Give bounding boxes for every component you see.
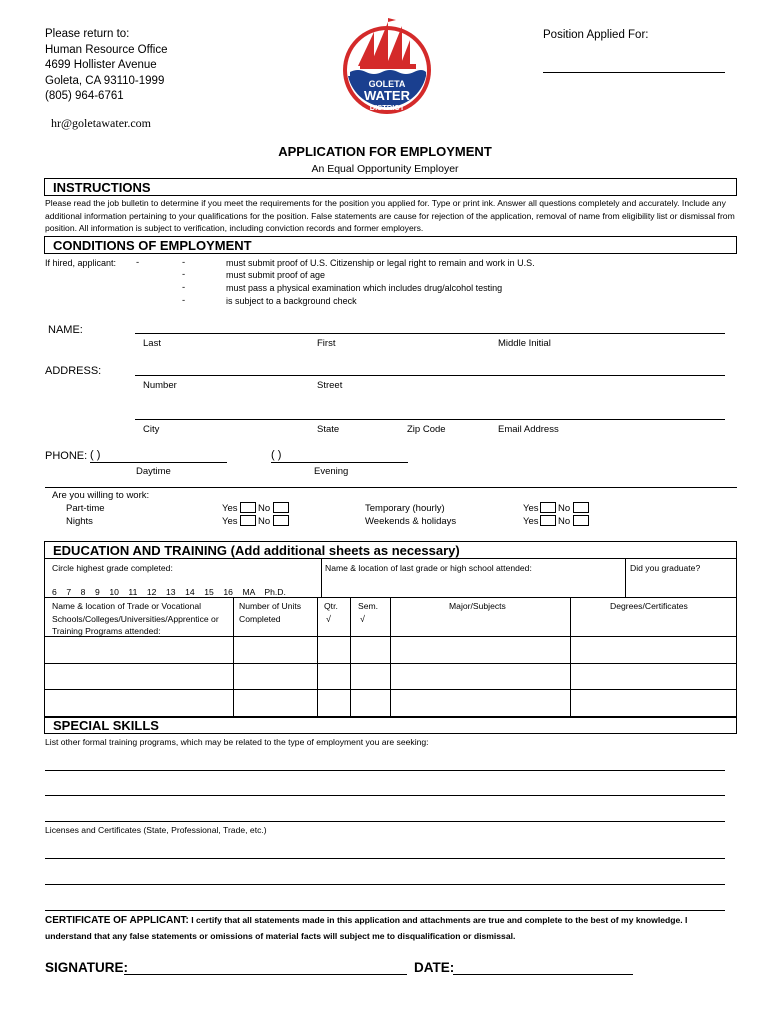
certificate-block (45, 913, 735, 943)
position-field[interactable] (543, 72, 725, 73)
instructions-text: Please read the job bulletin to determine if you meet the requirements for the position you applied for. Type or print ink. Answer all questions completely and accurately. Include any additional information pertaining to your qualifications for the position. False statements are cause for rejection of the application, removal of name from eligibility list or dismissal from position. All information is subject to verification, including conviction records and former employers. (45, 198, 735, 233)
graduate-label: Did you graduate? (630, 563, 701, 573)
certificate-label: CERTIFICATE OF APPLICANT: (45, 915, 189, 926)
form-title: APPLICATION FOR EMPLOYMENT (278, 144, 492, 159)
licenses-label: Licenses and Certificates (State, Professional, Trade, etc.) (45, 825, 267, 835)
office-phone: (805) 964-6761 (45, 90, 124, 102)
col-degrees-header: Degrees/Certificates (610, 601, 688, 611)
weekends-yes-label: Yes (523, 516, 539, 527)
col-qtr-header: Qtr. (324, 601, 338, 611)
logo-line2: WATER (364, 88, 410, 103)
education-heading: EDUCATION AND TRAINING (Add additional sheets as necessary) (44, 541, 737, 559)
address-street-field[interactable] (135, 375, 725, 376)
col-qtr-check: √ (326, 614, 331, 624)
parttime-label: Part-time (66, 503, 105, 514)
temporary-no-label: No (558, 503, 571, 514)
address-number-label: Number (143, 380, 177, 391)
date-label: DATE: (414, 960, 455, 975)
office-city: Goleta, CA 93110-1999 (45, 74, 165, 87)
address-zip-label: Zip Code (407, 424, 446, 435)
parttime-yes-label: Yes (222, 503, 238, 514)
office-email: hr@goletawater.com (51, 116, 152, 130)
parttime-yes-checkbox[interactable] (240, 502, 256, 513)
goleta-water-logo (338, 12, 436, 116)
date-field[interactable] (453, 974, 633, 975)
phone-eve-paren: ( ) (271, 449, 282, 461)
name-middle-label: Middle Initial (498, 338, 551, 349)
return-address (45, 27, 168, 105)
highschool-label: Name & location of last grade or high school attended: (325, 563, 532, 573)
skills-line[interactable] (45, 821, 725, 822)
edu-grid-line (317, 597, 318, 718)
instructions-heading: INSTRUCTIONS (44, 178, 737, 196)
weekends-yes-checkbox[interactable] (540, 515, 556, 526)
phone-label: PHONE: (45, 450, 88, 462)
col-sem-header: Sem. (358, 601, 379, 611)
address-state-label: State (317, 424, 340, 435)
weekends-no-checkbox[interactable] (573, 515, 589, 526)
condition-item: must submit proof of age (226, 270, 326, 280)
address-city-field[interactable] (135, 419, 725, 420)
licenses-line[interactable] (45, 910, 725, 911)
conditions-dash: - (182, 295, 186, 306)
office-name: Human Resource Office (45, 43, 168, 56)
name-last-label: Last (143, 338, 161, 349)
phone-evening-label: Evening (314, 466, 349, 477)
logo-line3: DISTRICT (369, 103, 405, 112)
temporary-yes-label: Yes (523, 503, 539, 514)
weekends-no-label: No (558, 516, 571, 527)
edu-grid-line (321, 559, 322, 597)
edu-grid-line (390, 597, 391, 718)
licenses-line[interactable] (45, 884, 725, 885)
nights-yes-checkbox[interactable] (240, 515, 256, 526)
conditions-heading: CONDITIONS OF EMPLOYMENT (44, 236, 737, 254)
certificate-text: I certify that all statements made in this application and attachments are true and complete to the best of my knowledge. I understand that any false statements or omissions of material facts will subject me to disqualification or dismissal. (45, 915, 688, 941)
weekends-label: Weekends & holidays (365, 516, 457, 527)
conditions-dash: - (182, 257, 186, 268)
parttime-no-label: No (258, 503, 271, 514)
temporary-yes-checkbox[interactable] (540, 502, 556, 513)
address-email-label: Email Address (498, 424, 559, 435)
form-subtitle: An Equal Opportunity Employer (311, 163, 459, 175)
condition-item: must submit proof of U.S. Citizenship or legal right to remain and work in U.S. (226, 258, 535, 268)
conditions-dash: - (182, 282, 186, 293)
name-field[interactable] (135, 333, 725, 334)
name-label: NAME: (48, 324, 83, 336)
edu-grid-line (625, 559, 626, 597)
col-units-header: Number of Units Completed (239, 601, 302, 624)
parttime-no-checkbox[interactable] (273, 502, 289, 513)
nights-no-label: No (258, 516, 271, 527)
phone-day-paren: ( ) (90, 449, 101, 461)
divider (45, 487, 737, 488)
condition-item: must pass a physical examination which includes drug/alcohol testing (226, 283, 503, 293)
temporary-no-checkbox[interactable] (573, 502, 589, 513)
skills-line[interactable] (45, 795, 725, 796)
edu-grid-line (570, 597, 571, 718)
grade-options[interactable]: 6 7 8 9 10 11 12 13 14 15 16 MA Ph.D. (52, 587, 286, 597)
conditions-dash: - (136, 257, 140, 268)
signature-field[interactable] (124, 974, 407, 975)
name-first-label: First (317, 338, 336, 349)
conditions-dash: - (182, 269, 186, 280)
nights-no-checkbox[interactable] (273, 515, 289, 526)
phone-daytime-label: Daytime (136, 466, 171, 477)
position-label: Position Applied For: (543, 29, 649, 41)
circle-grade-label: Circle highest grade completed: (52, 563, 173, 573)
address-street-label: Street (317, 380, 343, 391)
edu-grid-line (233, 597, 234, 718)
address-label: ADDRESS: (45, 365, 102, 377)
logo-line1: GOLETA (368, 79, 406, 89)
temporary-label: Temporary (hourly) (365, 503, 445, 514)
skills-line[interactable] (45, 770, 725, 771)
conditions-lead: If hired, applicant: (45, 258, 117, 268)
address-city-label: City (143, 424, 160, 435)
availability-question: Are you willing to work: (52, 490, 150, 501)
edu-grid-line (350, 597, 351, 718)
licenses-line[interactable] (45, 858, 725, 859)
phone-daytime-field[interactable] (90, 462, 227, 463)
skills-heading: SPECIAL SKILLS (44, 716, 737, 734)
signature-label: SIGNATURE: (45, 960, 128, 975)
phone-evening-field[interactable] (271, 462, 408, 463)
return-label: Please return to: (45, 28, 130, 40)
col-sem-check: √ (360, 614, 365, 624)
col-school-header: Name & location of Trade or Vocational Schools/Colleges/Universities/Apprentice or Training Programs attended: (52, 601, 219, 636)
nights-yes-label: Yes (222, 516, 238, 527)
nights-label: Nights (66, 516, 93, 527)
office-street: 4699 Hollister Avenue (45, 59, 157, 71)
condition-item: is subject to a background check (226, 296, 357, 306)
skills-prompt: List other formal training programs, which may be related to the type of employment you are seeking: (45, 737, 429, 747)
col-major-header: Major/Subjects (449, 601, 506, 611)
